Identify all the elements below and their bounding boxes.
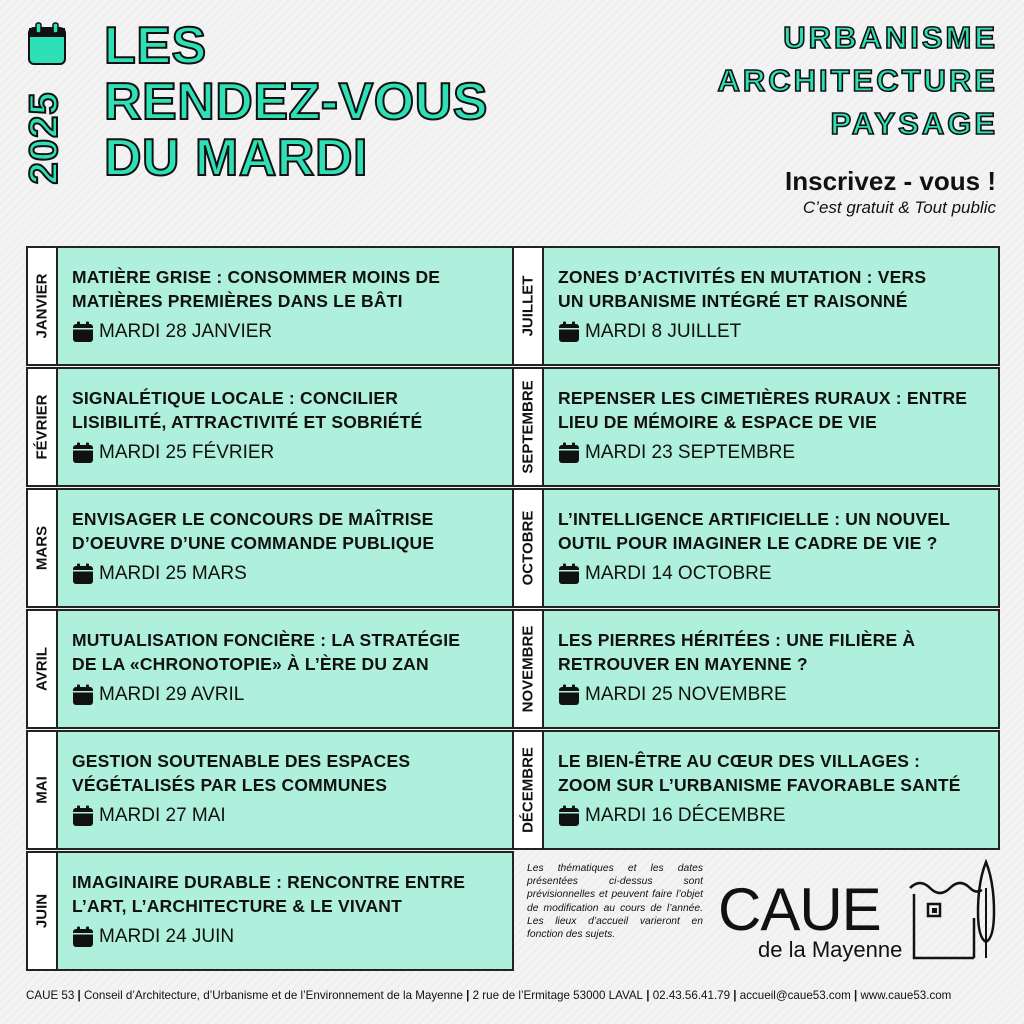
- page-title: [104, 18, 488, 186]
- event-date: [72, 926, 512, 948]
- event-title: L’INTELLIGENCE ARTIFICIELLE : UN NOUVEL OUTIL POUR IMAGINER LE CADRE DE VIE ?: [558, 509, 951, 553]
- event-card[interactable]: [26, 246, 514, 366]
- event-date-text: MARDI 29 AVRIL: [99, 684, 245, 705]
- calendar-icon: [558, 321, 580, 343]
- event-title: SIGNALÉTIQUE LOCALE : CONCILIER LISIBILITÉ, ATTRACTIVITÉ ET SOBRIÉTÉ: [72, 388, 423, 432]
- event-date-text: MARDI 8 JUILLET: [585, 321, 742, 342]
- calendar-icon: [558, 805, 580, 827]
- event-title: ZONES D’ACTIVITÉS EN MUTATION : VERS UN URBANISME INTÉGRÉ ET RAISONNÉ: [558, 267, 927, 311]
- month-label: DÉCEMBRE: [519, 747, 537, 833]
- footer-website-link[interactable]: www.caue53.com: [860, 989, 952, 1002]
- month-tab: [28, 611, 58, 727]
- event-title: LE BIEN-ÊTRE AU CŒUR DES VILLAGES : ZOOM SUR L’URBANISME FAVORABLE SANTÉ: [558, 751, 961, 795]
- event-date-text: MARDI 27 MAI: [99, 805, 226, 826]
- event-content: [544, 611, 998, 727]
- footer-email-link[interactable]: accueil@caue53.com: [739, 989, 851, 1002]
- house-tree-icon: [906, 858, 1006, 962]
- calendar-icon: [558, 684, 580, 706]
- footer-full-name: Conseil d’Architecture, d’Urbanisme et de l’Environnement de la Mayenne: [84, 989, 463, 1002]
- calendar-icon: [72, 563, 94, 585]
- calendar-icon: [72, 442, 94, 464]
- month-label: JUILLET: [519, 275, 537, 337]
- month-tab: [28, 369, 58, 485]
- event-date: [72, 321, 512, 343]
- caue-logo-subtitle: de la Mayenne: [758, 937, 903, 962]
- event-date-text: MARDI 25 NOVEMBRE: [585, 684, 787, 705]
- month-tab: [28, 248, 58, 364]
- event-date-text: MARDI 16 DÉCEMBRE: [585, 805, 786, 826]
- month-tab: [514, 248, 544, 364]
- title-line: DU MARDI: [104, 129, 368, 187]
- signup-subtitle: C’est gratuit & Tout public: [802, 198, 996, 217]
- event-card[interactable]: [26, 609, 514, 729]
- event-date: [558, 321, 998, 343]
- month-tab: [514, 611, 544, 727]
- title-line: RENDEZ-VOUS: [104, 73, 488, 131]
- disclaimer-note: Les thématiques et les dates présentées ci-dessus sont prévisionnelles et peuvent faire l’objet de modification au cours de l’année. Les lieux d’accueil varieront en fonction des sujets.: [527, 863, 703, 941]
- event-card[interactable]: [512, 246, 1000, 366]
- event-date: [558, 563, 998, 585]
- event-date: [72, 805, 512, 827]
- event-date: [72, 563, 512, 585]
- title-line: LES: [104, 17, 207, 75]
- footer-org: CAUE 53: [26, 989, 75, 1002]
- event-content: [544, 369, 998, 485]
- footer-address: 2 rue de l’Ermitage 53000 LAVAL: [472, 989, 644, 1002]
- month-label: JANVIER: [33, 273, 51, 339]
- event-card[interactable]: [26, 851, 514, 971]
- event-card[interactable]: [26, 367, 514, 487]
- calendar-icon: [27, 22, 67, 66]
- event-content: [58, 732, 512, 848]
- event-content: [58, 248, 512, 364]
- event-content: [544, 248, 998, 364]
- month-label: AVRIL: [33, 647, 51, 691]
- event-title: MATIÈRE GRISE : CONSOMMER MOINS DE MATIÈRES PREMIÈRES DANS LE BÂTI: [72, 267, 441, 311]
- event-title: MUTUALISATION FONCIÈRE : LA STRATÉGIE DE LA «CHRONOTOPIE» À L’ÈRE DU ZAN: [72, 630, 461, 674]
- month-label: MAI: [33, 776, 51, 804]
- discipline-label: ARCHITECTURE: [717, 63, 998, 98]
- discipline-label: PAYSAGE: [830, 106, 998, 141]
- event-card[interactable]: [26, 730, 514, 850]
- event-title: LES PIERRES HÉRITÉES : UNE FILIÈRE À RETROUVER EN MAYENNE ?: [558, 630, 916, 674]
- event-content: [58, 490, 512, 606]
- event-title: GESTION SOUTENABLE DES ESPACES VÉGÉTALISÉS PAR LES COMMUNES: [72, 751, 411, 795]
- event-card[interactable]: [512, 367, 1000, 487]
- event-card[interactable]: [512, 488, 1000, 608]
- event-date-text: MARDI 25 MARS: [99, 563, 247, 584]
- month-tab: [28, 490, 58, 606]
- event-date: [72, 442, 512, 464]
- month-label: OCTOBRE: [519, 510, 537, 586]
- event-title: IMAGINAIRE DURABLE : RENCONTRE ENTRE L’ART, L’ARCHITECTURE & LE VIVANT: [72, 872, 466, 916]
- event-content: [544, 732, 998, 848]
- event-date-text: MARDI 24 JUIN: [99, 926, 235, 947]
- disciplines-list: [717, 16, 998, 145]
- event-date-text: MARDI 14 OCTOBRE: [585, 563, 772, 584]
- footer: CAUE 53 | Conseil d’Architecture, d’Urbanisme et de l’Environnement de la Mayenne | 2 rue de l’Ermitage 53000 LAVAL | 02.43.56.41.79 | accueil@caue53.com | www.caue53.com: [26, 989, 952, 1002]
- month-label: FÉVRIER: [33, 394, 51, 460]
- event-card[interactable]: [26, 488, 514, 608]
- event-date-text: MARDI 25 FÉVRIER: [99, 442, 275, 463]
- month-tab: [514, 732, 544, 848]
- events-grid: [26, 246, 1000, 974]
- discipline-label: URBANISME: [783, 20, 998, 55]
- event-card[interactable]: [512, 730, 1000, 850]
- event-card[interactable]: [512, 609, 1000, 729]
- event-content: [58, 853, 512, 969]
- month-tab: [514, 490, 544, 606]
- event-date: [558, 442, 998, 464]
- event-content: [58, 611, 512, 727]
- month-label: MARS: [33, 525, 51, 571]
- event-date-text: MARDI 23 SEPTEMBRE: [585, 442, 796, 463]
- footer-phone[interactable]: 02.43.56.41.79: [652, 989, 731, 1002]
- event-content: [58, 369, 512, 485]
- calendar-icon: [72, 321, 94, 343]
- month-tab: [28, 853, 58, 969]
- event-content: [544, 490, 998, 606]
- event-date-text: MARDI 28 JANVIER: [99, 321, 273, 342]
- month-label: JUIN: [33, 893, 51, 929]
- signup-call-to-action[interactable]: Inscrivez - vous !: [785, 166, 996, 196]
- event-date: [558, 805, 998, 827]
- month-tab: [28, 732, 58, 848]
- calendar-icon: [558, 563, 580, 585]
- event-date: [558, 684, 998, 706]
- calendar-icon: [558, 442, 580, 464]
- month-label: NOVEMBRE: [519, 625, 537, 713]
- month-label: SEPTEMBRE: [519, 380, 537, 474]
- event-title: REPENSER LES CIMETIÈRES RURAUX : ENTRE LIEU DE MÉMOIRE & ESPACE DE VIE: [558, 388, 968, 432]
- event-date: [72, 684, 512, 706]
- calendar-icon: [72, 684, 94, 706]
- month-tab: [514, 369, 544, 485]
- calendar-icon: [72, 805, 94, 827]
- caue-logo: CAUE: [718, 876, 881, 943]
- year-label: 2025: [22, 91, 66, 185]
- event-title: ENVISAGER LE CONCOURS DE MAÎTRISE D’OEUVRE D’UNE COMMANDE PUBLIQUE: [72, 509, 435, 553]
- calendar-icon: [72, 926, 94, 948]
